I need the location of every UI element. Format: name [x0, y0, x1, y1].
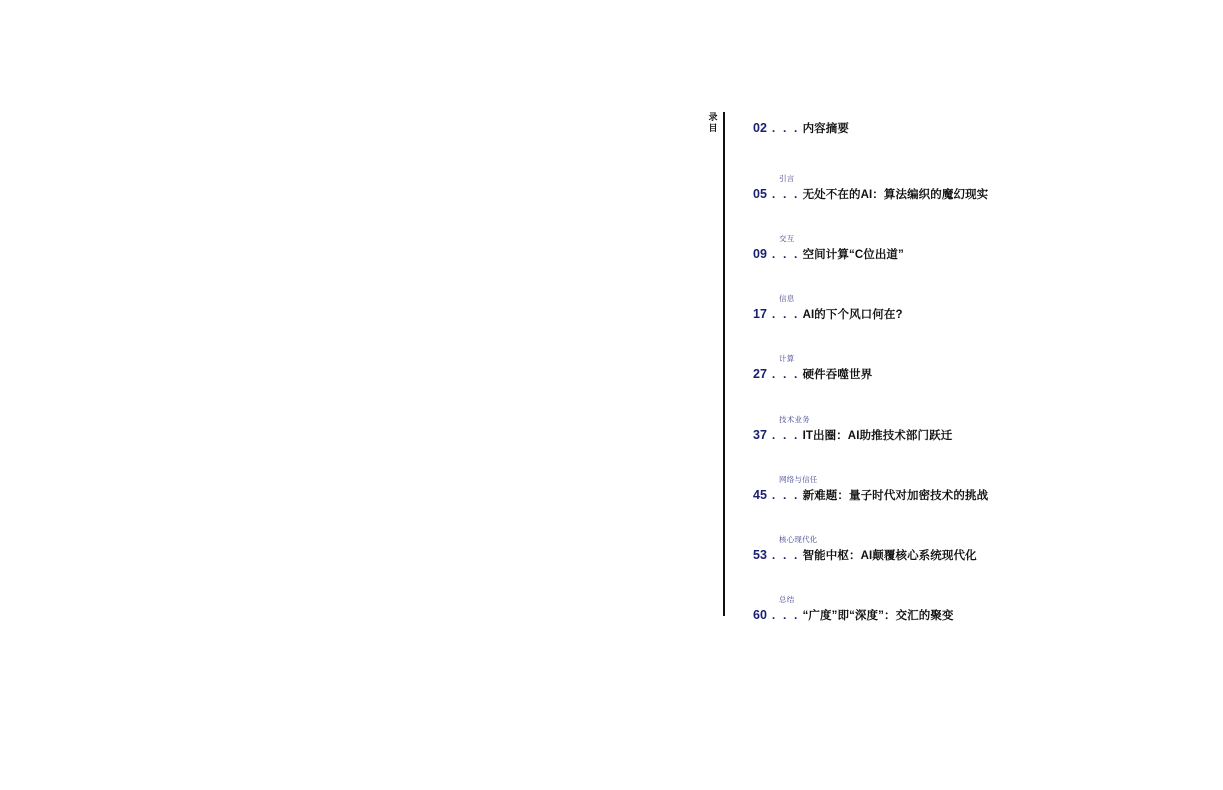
toc-entry-dot-leader: . . . — [771, 247, 800, 261]
toc-entry-kicker: 信息 — [779, 294, 795, 303]
toc-entry-page-number: 37 — [753, 428, 767, 442]
toc-entry-title: 新难题：量子时代对加密技术的挑战 — [802, 490, 989, 502]
toc-entry[interactable] — [753, 294, 1183, 322]
toc-entry-page-number: 05 — [753, 187, 767, 201]
toc-entry-line[interactable] — [753, 607, 1183, 623]
toc-entry-kicker: 总结 — [779, 595, 795, 604]
toc-entry-line[interactable] — [753, 547, 1183, 563]
toc-entry-line[interactable] — [753, 306, 1183, 322]
toc-entry-dot-leader: . . . — [771, 548, 800, 562]
toc-entry-kicker: 引言 — [779, 174, 795, 183]
toc-entry-title: 内容摘要 — [802, 123, 849, 135]
toc-entry-line[interactable] — [753, 487, 1183, 503]
toc-entry[interactable] — [753, 174, 1183, 202]
toc-entry-dot-leader: . . . — [771, 121, 800, 135]
vertical-divider — [723, 112, 725, 616]
toc-entry-kicker: 核心现代化 — [779, 535, 818, 544]
toc-entry-dot-leader: . . . — [771, 488, 800, 502]
toc-entry-line[interactable] — [753, 120, 1183, 136]
toc-entry-line[interactable] — [753, 186, 1183, 202]
section-vertical-label — [706, 112, 720, 134]
toc-entry-title: 智能中枢：AI颠覆核心系统现代化 — [802, 550, 977, 562]
toc-entry-line[interactable] — [753, 427, 1183, 443]
toc-entry-title: “广度”即“深度”：交汇的聚变 — [802, 610, 954, 622]
toc-entry-title: 空间计算“C位出道” — [802, 249, 904, 261]
toc-entry[interactable] — [753, 415, 1183, 443]
toc-entry[interactable] — [753, 595, 1183, 623]
toc-entry[interactable] — [753, 120, 1183, 136]
toc-entry-dot-leader: . . . — [771, 428, 800, 442]
toc-entry-line[interactable] — [753, 246, 1183, 262]
toc-entry-title: IT出圈：AI助推技术部门跃迁 — [802, 430, 953, 442]
toc-entry-page-number: 60 — [753, 608, 767, 622]
toc-entry[interactable] — [753, 475, 1183, 503]
toc-entry-dot-leader: . . . — [771, 187, 800, 201]
toc-entry-dot-leader: . . . — [771, 608, 800, 622]
toc-entry-kicker: 技术业务 — [779, 415, 810, 424]
toc-entry-page-number: 45 — [753, 488, 767, 502]
vertical-label-char-1: 录 — [708, 112, 718, 122]
toc-entry[interactable] — [753, 354, 1183, 382]
toc-entry-line[interactable] — [753, 366, 1183, 382]
toc-entry-kicker: 网络与信任 — [779, 475, 818, 484]
toc-entry-page-number: 27 — [753, 367, 767, 381]
toc-entry[interactable] — [753, 535, 1183, 563]
toc-entry-dot-leader: . . . — [771, 367, 800, 381]
toc-entry[interactable] — [753, 234, 1183, 262]
toc-entry-title: 硬件吞噬世界 — [802, 369, 873, 381]
toc-entry-page-number: 09 — [753, 247, 767, 261]
toc-entry-page-number: 02 — [753, 121, 767, 135]
toc-entry-title: AI的下个风口何在? — [802, 309, 903, 321]
toc-entry-kicker: 交互 — [779, 234, 795, 243]
toc-entry-kicker: 计算 — [779, 354, 795, 363]
vertical-label-char-2: 目 — [708, 123, 718, 133]
toc-entry-dot-leader: . . . — [771, 307, 800, 321]
toc-entry-title: 无处不在的AI：算法编织的魔幻现实 — [802, 189, 989, 201]
toc-entry-page-number: 17 — [753, 307, 767, 321]
toc-entry-page-number: 53 — [753, 548, 767, 562]
